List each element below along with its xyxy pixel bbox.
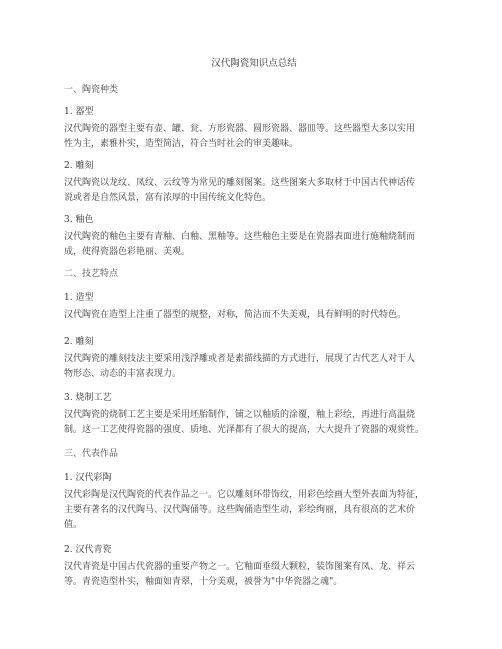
item-subtitle: 3. 釉色: [64, 215, 94, 225]
paragraph-line: 汉代陶瓷以龙纹、凤纹、云纹等为常见的雕刻图案。这些图案大多取材于中国古代神话传: [64, 178, 416, 188]
item-subtitle: 1. 造型: [64, 293, 94, 303]
item-paragraph: [64, 488, 444, 533]
item-paragraph: [64, 122, 444, 152]
paragraph-line: 汉代陶瓷的釉色主要有青釉、白釉、黑釉等。这些釉色主要是在瓷器表面进行施釉烧制而: [64, 232, 416, 242]
item-subtitle: 2. 雕刻: [64, 161, 94, 171]
paragraph-line: 汉代陶瓷的器型主要有壶、罐、瓮、方形瓷器、圆形瓷器、器皿等。这些器型大多以实用: [64, 124, 416, 134]
item-subtitle: 2. 雕刻: [64, 337, 94, 347]
paragraph-line: 汉代陶瓷的烧制工艺主要是采用坯胎制作，铺之以釉质的涂覆，釉上彩绘，再进行高温烧: [64, 410, 416, 420]
paragraph-line: 制。这一工艺使得瓷器的强度、质地、光泽都有了很大的提高，大大提升了瓷器的观赏性。: [64, 425, 425, 435]
section-heading: 二、技艺特点: [64, 269, 119, 279]
paragraph-line: 汉代陶瓷在造型上注重了器型的规整，对称，简洁而不失美观，具有鲜明的时代特色。: [64, 310, 407, 320]
document-title: 汉代陶瓷知识点总结: [211, 58, 297, 69]
paragraph-line: 汉代陶瓷的雕刻技法主要采用浅浮雕或者是素描线描的方式进行，展现了古代艺人对于人: [64, 354, 416, 364]
item-paragraph: [64, 308, 444, 323]
section-heading: 三、代表作品: [64, 449, 119, 459]
item-paragraph: [64, 230, 444, 260]
section-heading: 一、陶瓷种类: [64, 85, 119, 95]
paragraph-line: 汉代青瓷是中国古代瓷器的重要产物之一。它釉面垂缀大颗粒，装饰图案有凤、龙、祥云: [64, 562, 416, 572]
paragraph-line: 值。: [64, 520, 83, 530]
paragraph-line: 汉代彩陶是汉代陶瓷的代表作品之一。它以雕刻环带饰纹，用彩色绘画大型外表面为特征，: [64, 490, 425, 500]
item-subtitle: 1. 器型: [64, 107, 94, 117]
paragraph-line: 物形态、动态的丰富表现力。: [64, 369, 182, 379]
paragraph-line: 性为主，素雅朴实，造型简洁，符合当时社会的审美趣味。: [64, 139, 299, 149]
item-subtitle: 3. 烧制工艺: [64, 393, 112, 403]
paragraph-line: 成，使得瓷器色彩艳丽、美观。: [64, 247, 191, 257]
paragraph-line: 说或者是自然风景，富有浓厚的中国传统文化特色。: [64, 193, 272, 203]
item-paragraph: [64, 176, 444, 206]
item-paragraph: [64, 352, 444, 382]
item-subtitle: 2. 汉代青瓷: [64, 545, 112, 555]
paragraph-line: 等。青瓷造型朴实，釉面如青翠，十分美观，被誉为"中华瓷器之魂"。: [64, 577, 343, 587]
paragraph-line: 主要有著名的汉代陶马、汉代陶俑等。这些陶俑造型生动，彩绘绚丽，具有很高的艺术价: [64, 505, 416, 515]
item-paragraph: [64, 560, 444, 590]
item-paragraph: [64, 408, 444, 438]
item-subtitle: 1. 汉代彩陶: [64, 473, 112, 483]
